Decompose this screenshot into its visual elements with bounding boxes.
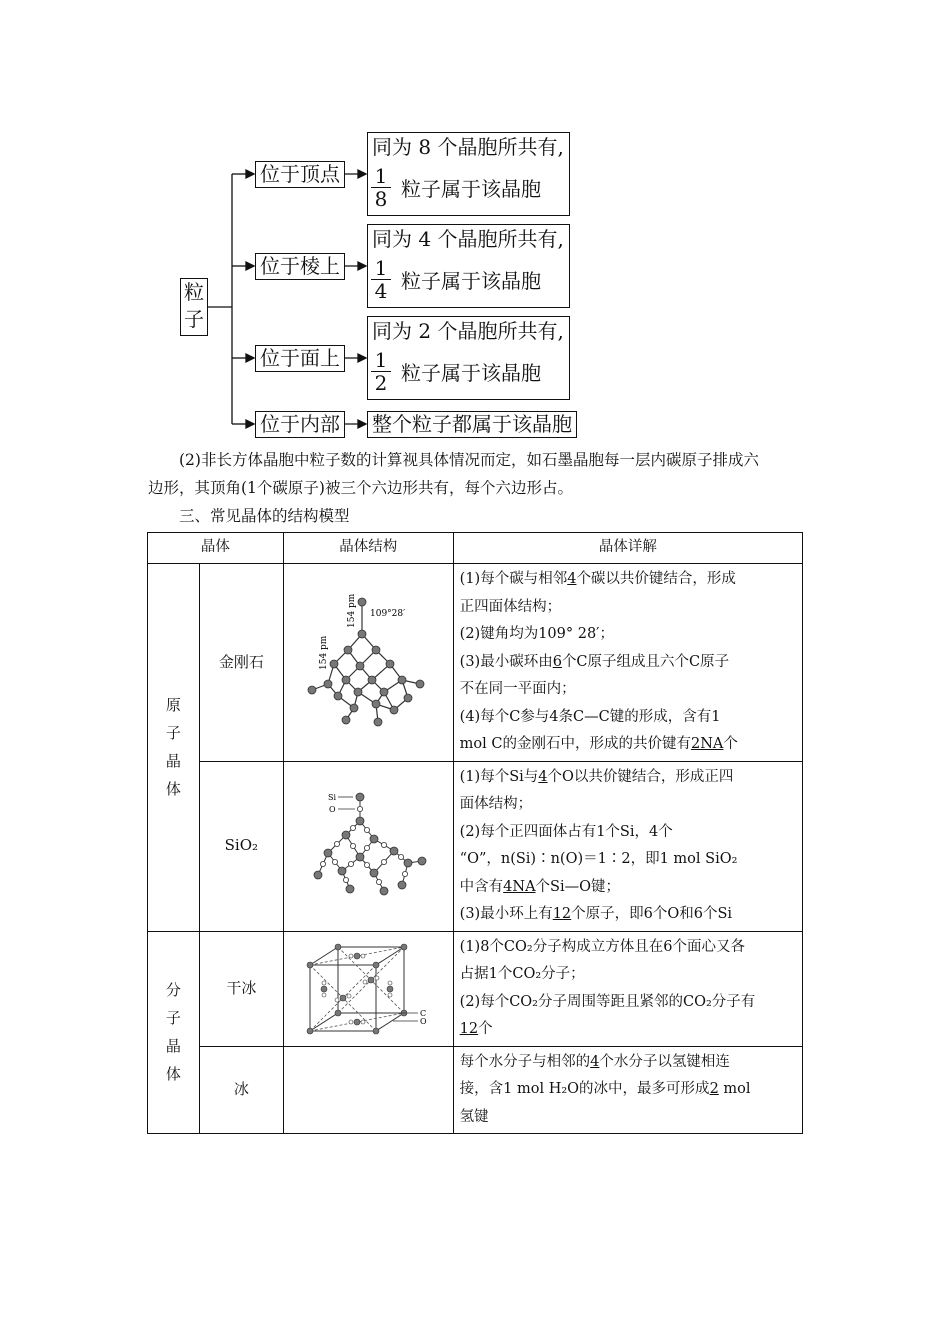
- paragraph-line-1: (2)非长方体晶胞中粒子数的计算视具体情况而定，如石墨晶胞每一层内碳原子排成六: [179, 451, 759, 469]
- group-molecular-crystal: 分 子 晶 体: [148, 931, 200, 1134]
- ice-structure-empty: [283, 1046, 453, 1134]
- fraction-1-4: $\frac{1}{4}$: [371, 257, 391, 302]
- root-char-2: 子: [184, 307, 204, 331]
- table-row-dry-ice: [148, 931, 803, 1046]
- result-tail-face: 粒子属于该晶胞: [401, 361, 541, 385]
- sio2-structure-figure: [283, 761, 453, 931]
- diamond-bond-label-top: 154 pm: [347, 593, 358, 629]
- section-title: 三、常见晶体的结构模型: [179, 507, 350, 525]
- root-box: [180, 278, 208, 336]
- root-char-1: 粒: [184, 280, 204, 304]
- crystal-structure-table: [147, 532, 803, 1134]
- header-detail: 晶体详解: [453, 533, 802, 564]
- branch-label-face: 位于面上: [255, 345, 345, 372]
- result-text-vertex: 同为 8 个晶胞所共有,: [372, 135, 564, 159]
- sio2-si-label: Si: [328, 793, 337, 802]
- branch-label-interior: 位于内部: [255, 411, 345, 438]
- result-tail-edge: 粒子属于该晶胞: [401, 269, 541, 293]
- diamond-structure-figure: [283, 564, 453, 762]
- table-header-row: [148, 533, 803, 564]
- group-atomic-crystal: 原 子 晶 体: [148, 564, 200, 932]
- header-crystal: 晶体: [148, 533, 284, 564]
- result-box-vertex: [367, 132, 570, 216]
- table-row-diamond: [148, 564, 803, 762]
- branch-label-edge: 位于棱上: [255, 253, 345, 280]
- paragraph-line-2: 边形，其顶角(1个碳原子)被三个六边形共有，每个六边形占。: [148, 479, 573, 497]
- crystal-name-ice: 冰: [199, 1046, 283, 1134]
- dry-ice-c-label: C: [420, 1008, 427, 1018]
- result-text-face: 同为 2 个晶胞所共有,: [372, 319, 564, 343]
- fraction-1-8: $\frac{1}{8}$: [371, 165, 391, 210]
- detail-ice: 每个水分子与相邻的4个水分子以氢键相连 接，含1 mol H₂O的冰中，最多可形成2 mol 氢键: [453, 1046, 802, 1134]
- result-tail-vertex: 粒子属于该晶胞: [401, 177, 541, 201]
- diamond-angle-label: 109°28′: [370, 609, 406, 620]
- detail-dry-ice: (1)8个CO₂分子构成立方体且在6个面心又各 占据1个CO₂分子； (2)每个CO₂分子周围等距且紧邻的CO₂分子有 12个: [453, 931, 802, 1046]
- sio2-structure-svg: [298, 791, 438, 901]
- detail-diamond: (1)每个碳与相邻4个碳以共价键结合，形成 正四面体结构； (2)键角均为109° 28′； (3)最小碳环由6个C原子组成且六个C原子 不在同一平面内； (4)每个C参与4条C—C键的形成，含有1 mol C的金刚石中，形成的共价键有2NA个: [453, 564, 802, 762]
- sio2-o-label: O: [329, 805, 336, 814]
- crystal-name-dry-ice: 干冰: [199, 931, 283, 1046]
- fraction-1-2: $\frac{1}{2}$: [371, 349, 391, 394]
- crystal-name-sio2: SiO₂: [199, 761, 283, 931]
- branch-label-vertex: 位于顶点: [255, 161, 345, 188]
- dry-ice-structure-svg: [298, 941, 438, 1037]
- dry-ice-structure-figure: [283, 931, 453, 1046]
- dry-ice-o-label: O: [420, 1016, 427, 1026]
- diamond-bond-label-side: 154 pm: [319, 635, 330, 671]
- diamond-structure-svg: [298, 592, 438, 732]
- result-box-face: [367, 316, 570, 400]
- result-box-edge: [367, 224, 570, 308]
- table-row-ice: [148, 1046, 803, 1134]
- crystal-name-diamond: 金刚石: [199, 564, 283, 762]
- result-text-edge: 同为 4 个晶胞所共有,: [372, 227, 564, 251]
- detail-sio2: (1)每个Si与4个O以共价键结合，形成正四 面体结构； (2)每个正四面体占有1个Si，4个 “O”，n(Si)∶n(O)＝1∶2，即1 mol SiO₂ 中含有4NA个Si—O键； (3)最小环上有12个原子，即6个O和6个Si: [453, 761, 802, 931]
- result-box-interior: 整个粒子都属于该晶胞: [367, 411, 577, 438]
- table-row-sio2: [148, 761, 803, 931]
- header-structure: 晶体结构: [283, 533, 453, 564]
